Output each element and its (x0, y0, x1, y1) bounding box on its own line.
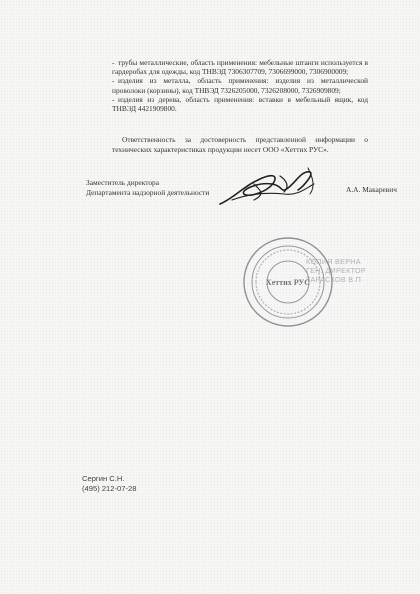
footer-author: Сергин С.Н. (82, 474, 125, 483)
copy-certification-stamp: КОПИЯ ВЕРНА ГЕН. ДИРЕКТОР ТАРАСКОВ В.П (306, 257, 367, 284)
signatory-title-line2: Департамента надзорной деятельности (86, 187, 210, 197)
seal-center-text: Хеттих РУС (265, 278, 311, 287)
signatory-title (86, 178, 209, 197)
product-bullet-list (112, 58, 368, 113)
footer-contact (82, 474, 136, 494)
bullet-item: - трубы металлические, область применения: мебельные штанги используется в гардеробах для одежды, код ТНВЭД 7306307709, 7306699000, 7306900009; (112, 58, 368, 77)
bullet-item: - изделия из металла, область применения: изделия из металлической проволоки (корзины), код ТНВЭД 7326205000, 7326208000, 7326909809; (112, 76, 368, 95)
footer-phone: (495) 212-07-28 (82, 484, 137, 493)
responsibility-paragraph: Ответственность за достоверность представленной информации о технических характеристиках продукции несет ООО «Хеттих РУС». (112, 135, 368, 154)
bullet-item: - изделия из дерева, область применения: вставки в мебельный ящик, код ТНВЭД 4421909800. (112, 94, 368, 114)
handwritten-signature (214, 164, 324, 210)
signatory-name: А.А. Макаревич (346, 185, 397, 194)
signatory-title-line1: Заместитель директора (86, 178, 159, 187)
